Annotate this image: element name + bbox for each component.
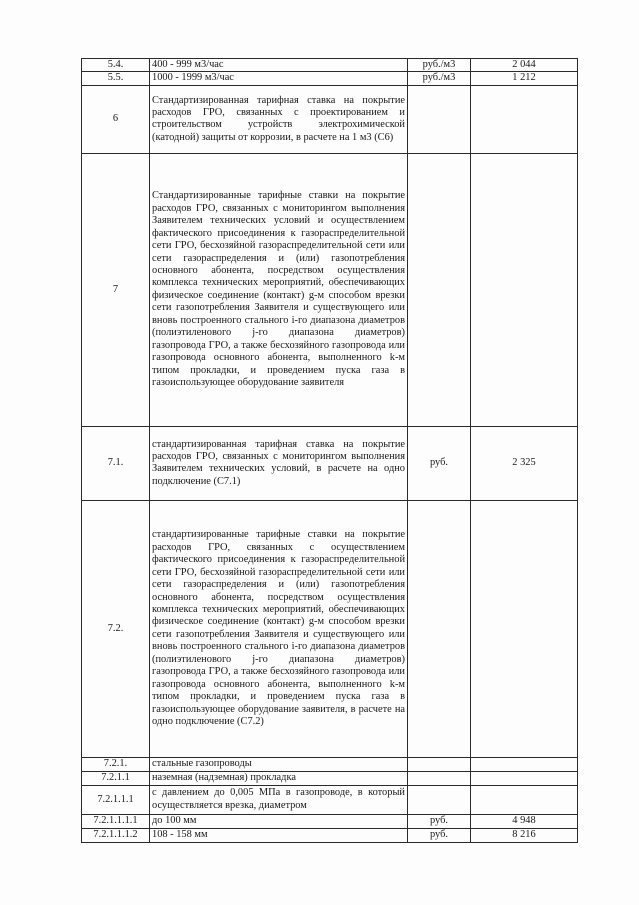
row-value	[471, 771, 578, 785]
table-row	[82, 757, 578, 771]
table-row	[82, 500, 578, 757]
row-unit: руб./м3	[408, 59, 471, 72]
row-number: 7.2.1.	[82, 757, 150, 771]
row-unit	[408, 785, 471, 814]
row-value: 2 044	[471, 59, 578, 72]
row-number: 7.2.1.1.1	[82, 785, 150, 814]
row-unit	[408, 153, 471, 426]
row-name: с давлением до 0,005 МПа в газопроводе, в который осуществляется врезка, диаметром	[150, 785, 408, 814]
row-number: 7.2.	[82, 500, 150, 757]
row-name: 400 - 999 м3/час	[150, 59, 408, 72]
row-unit	[408, 500, 471, 757]
row-name: Стандартизированные тарифные ставки на покрытие расходов ГРО, связанных с мониторингом выполнения Заявителем технических условий и осуществлением фактического присоединения к газораспределительной сети ГРО, бесхозяйной газораспределительной сети или сети газораспределения и (или) газопотребления основного абонента, посредством осуществления комплекса технических мероприятий, обеспечивающих физическое соединение (контакт) g-м способом врезки сети газопотребления Заявителя и существующего или вновь построенного стального i-го диапазона диаметров (полиэтиленового j-го диапазона диаметров) газопровода ГРО, а также бесхозяйного газопровода или газопровода основного абонента, выполненного k-м типом прокладки, и проведением пуска газа в газоиспользующее оборудование заявителя	[150, 153, 408, 426]
row-value: 4 948	[471, 814, 578, 828]
table-row	[82, 814, 578, 828]
row-value	[471, 500, 578, 757]
table-row	[82, 85, 578, 153]
tariff-table	[81, 58, 578, 843]
row-value: 8 216	[471, 828, 578, 842]
row-value: 1 212	[471, 72, 578, 85]
row-number: 7	[82, 153, 150, 426]
row-name: до 100 мм	[150, 814, 408, 828]
row-name: стандартизированные тарифные ставки на покрытие расходов ГРО, связанных с осуществлением фактического присоединения к газораспределительной сети ГРО, бесхозяйной газораспределительной сети или сети газораспределения и (или) газопотребления основного абонента, посредством осуществления комплекса технических мероприятий, обеспечивающих физическое соединение (контакт) g-м способом врезки сети газопотребления Заявителя и существующего или вновь построенного стального i-го диапазона диаметров (полиэтиленового j-го диапазона диаметров) газопровода ГРО, а также бесхозяйного газопровода или газопровода основного абонента, выполненного k-м типом прокладки, и проведением пуска газа в газоиспользующее оборудование заявителя, в расчете на одно подключение (С7.2)	[150, 500, 408, 757]
table-row	[82, 771, 578, 785]
row-number: 5.4.	[82, 59, 150, 72]
row-number: 7.2.1.1	[82, 771, 150, 785]
row-name: стандартизированная тарифная ставка на покрытие расходов ГРО, связанных с мониторингом выполнения Заявителем технических условий, в расчете на одно подключение (С7.1)	[150, 426, 408, 500]
row-name: Стандартизированная тарифная ставка на покрытие расходов ГРО, связанных с проектированием и строительством устройств электрохимической (катодной) защиты от коррозии, в расчете на 1 м3 (С6)	[150, 85, 408, 153]
row-name: стальные газопроводы	[150, 757, 408, 771]
row-unit: руб.	[408, 828, 471, 842]
row-value	[471, 85, 578, 153]
row-value: 2 325	[471, 426, 578, 500]
table-row	[82, 59, 578, 72]
row-number: 7.1.	[82, 426, 150, 500]
row-number: 5.5.	[82, 72, 150, 85]
row-value	[471, 757, 578, 771]
table-row	[82, 785, 578, 814]
row-value	[471, 153, 578, 426]
row-number: 7.2.1.1.1.2	[82, 828, 150, 842]
row-unit: руб./м3	[408, 72, 471, 85]
table-row	[82, 153, 578, 426]
row-unit: руб.	[408, 814, 471, 828]
row-name: наземная (надземная) прокладка	[150, 771, 408, 785]
row-unit	[408, 757, 471, 771]
row-name: 1000 - 1999 м3/час	[150, 72, 408, 85]
row-number: 7.2.1.1.1.1	[82, 814, 150, 828]
row-number: 6	[82, 85, 150, 153]
table-row	[82, 72, 578, 85]
row-name: 108 - 158 мм	[150, 828, 408, 842]
row-unit	[408, 771, 471, 785]
table-row	[82, 828, 578, 842]
table-row	[82, 426, 578, 500]
row-value	[471, 785, 578, 814]
row-unit	[408, 85, 471, 153]
row-unit: руб.	[408, 426, 471, 500]
